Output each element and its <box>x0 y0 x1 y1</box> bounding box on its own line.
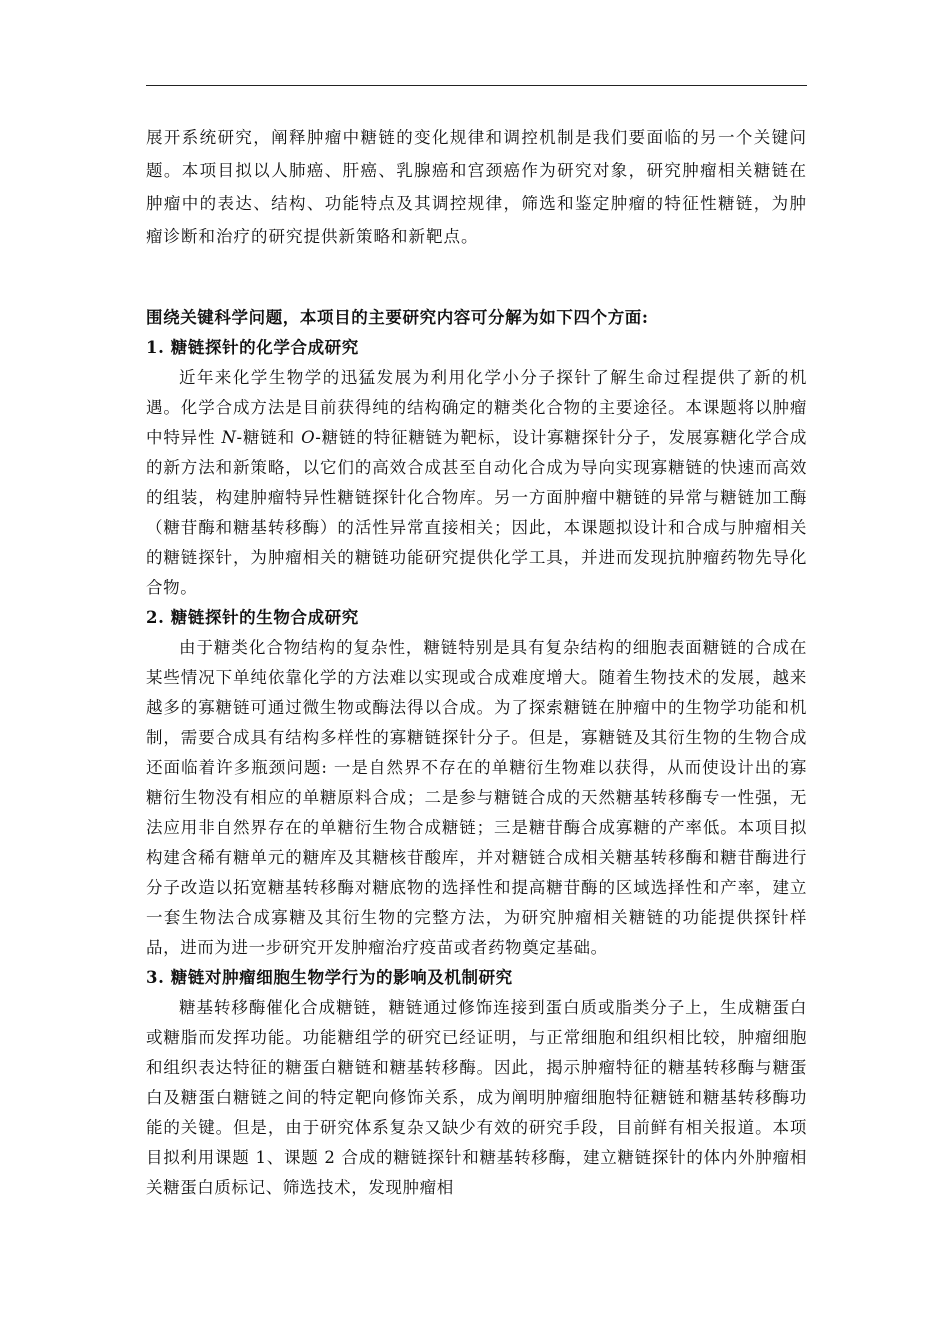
section-1-heading: 1. 糖链探针的化学合成研究 <box>146 338 359 357</box>
section-1-paragraph <box>146 363 807 603</box>
header-rule <box>146 85 807 86</box>
section-1-text-b: -糖链和 <box>236 428 302 447</box>
section-3-heading: 3. 糖链对肿瘤细胞生物学行为的影响及机制研究 <box>146 968 513 987</box>
section-gap <box>146 253 807 303</box>
intro-paragraph: 展开系统研究，阐释肿瘤中糖链的变化规律和调控机制是我们要面临的另一个关键问题。本项目拟以人肺癌、肝癌、乳腺癌和宫颈癌作为研究对象，研究肿瘤相关糖链在肿瘤中的表达、结构、功能特点及其调控规律，筛选和鉴定肿瘤的特征性糖链，为肿瘤诊断和治疗的研究提供新策略和新靶点。 <box>146 128 807 246</box>
section-2-heading: 2. 糖链探针的生物合成研究 <box>146 608 359 627</box>
section-1-text-c: -糖链的特征糖链为靶标，设计寡糖探针分子，发展寡糖化学合成的新方法和新策略，以它们的高效合成甚至自动化合成为导向实现寡糖链的快速而高效的组装，构建肿瘤特异性糖链探针化合物库。另一方面肿瘤中糖链的异常与糖链加工酶（糖苷酶和糖基转移酶）的活性异常直接相关；因此，本课题拟设计和合成与肿瘤相关的糖链探针，为肿瘤相关的糖链功能研究提供化学工具，并进而发现抗肿瘤药物先导化合物。 <box>146 428 807 597</box>
section-1-text-a: 近年来化学生物学的迅猛发展为利用化学小分子探针了解生命过程提供了新的机遇。化学合成方法是目前获得纯的结构确定的糖类化合物的主要途径。本课题将以肿瘤中特异性 <box>146 368 807 447</box>
document-body <box>146 121 807 1203</box>
section-1-italic-o: O <box>301 428 316 447</box>
section-3-paragraph: 糖基转移酶催化合成糖链，糖链通过修饰连接到蛋白质或脂类分子上，生成糖蛋白或糖脂而发挥功能。功能糖组学的研究已经证明，与正常细胞和组织相比较，肿瘤细胞和组织表达特征的糖蛋白糖链和糖基转移酶。因此，揭示肿瘤特征的糖基转移酶与糖蛋白及糖蛋白糖链之间的特定靶向修饰关系，成为阐明肿瘤细胞特征糖链和糖基转移酶功能的关键。但是，由于研究体系复杂又缺少有效的研究手段，目前鲜有相关报道。本项目拟利用课题 1、课题 2 合成的糖链探针和糖基转移酶，建立糖链探针的体内外肿瘤相关糖蛋白质标记、筛选技术，发现肿瘤相 <box>146 998 807 1197</box>
section-1-italic-n: N <box>221 428 237 447</box>
section-2-paragraph: 由于糖类化合物结构的复杂性，糖链特别是具有复杂结构的细胞表面糖链的合成在某些情况下单纯依靠化学的方法难以实现或合成难度增大。随着生物技术的发展，越来越多的寡糖链可通过微生物或酶法得以合成。为了探索糖链在肿瘤中的生物学功能和机制，需要合成具有结构多样性的寡糖链探针分子。但是，寡糖链及其衍生物的生物合成还面临着许多瓶颈问题: 一是自然界不存在的单糖衍生物难以获得，从而使设计出的寡糖衍生物没有相应的单糖原料合成；二是参与糖链合成的天然糖基转移酶专一性强，无法应用非自然界存在的单糖衍生物合成糖链；三是糖苷酶合成寡糖的产率低。本项目拟构建含稀有糖单元的糖库及其糖核苷酸库，并对糖链合成相关糖基转移酶和糖苷酶进行分子改造以拓宽糖基转移酶对糖底物的选择性和提高糖苷酶的区域选择性和产率，建立一套生物法合成寡糖及其衍生物的完整方法，为研究肿瘤相关糖链的功能提供探针样品，进而为进一步研究开发肿瘤治疗疫苗或者药物奠定基础。 <box>146 638 807 957</box>
intro-section <box>146 121 807 253</box>
summary-heading: 围绕关键科学问题，本项目的主要研究内容可分解为如下四个方面: <box>146 308 649 327</box>
